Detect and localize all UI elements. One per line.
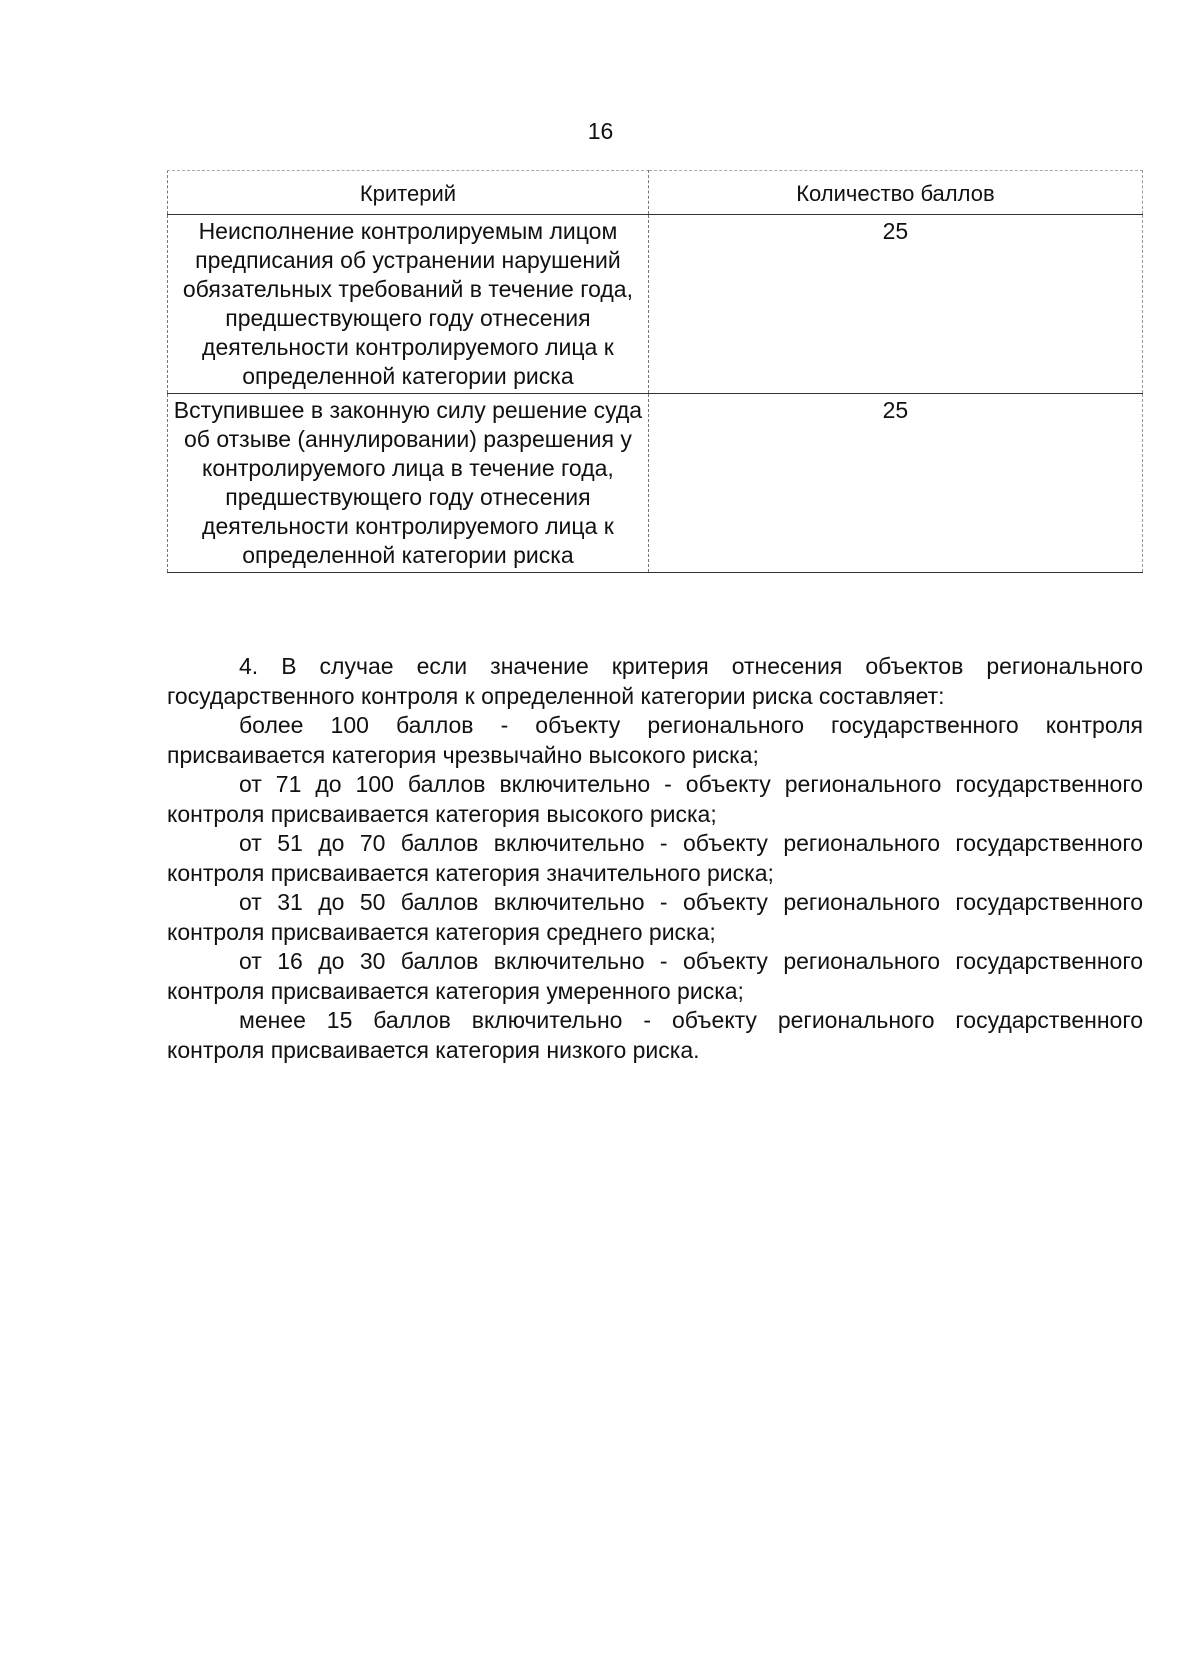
paragraph-over-100: более 100 баллов - объекту регионального государственного контроля присваивается категория чрезвычайно высокого риска; [167,712,1143,768]
criteria-table [167,170,1143,573]
paragraph-under-15: менее 15 баллов включительно - объекту регионального государственного контроля присваивается категория низкого риска. [167,1007,1143,1063]
row-criterion: Вступившее в законную силу решение суда об отзыве (аннулировании) разрешения у контролируемого лица в течение года, предшествующего году отнесения деятельности контролируемого лица к определенной категории риска [168,394,649,573]
body-text [167,652,1143,1065]
page-number: 16 [587,118,614,144]
row-criterion: Неисполнение контролируемым лицом предписания об устранении нарушений обязательных требований в течение года, предшествующего году отнесения деятельности контролируемого лица к определенной категории риска [168,215,649,394]
row-points: 25 [648,394,1142,573]
table-row [168,215,1143,394]
row-points: 25 [648,215,1142,394]
paragraph-31-50: от 31 до 50 баллов включительно - объекту регионального государственного контроля присваивается категория среднего риска; [167,889,1143,945]
paragraph-intro: 4. В случае если значение критерия отнесения объектов регионального государственного контроля к определенной категории риска составляет: [167,653,1143,709]
paragraph-16-30: от 16 до 30 баллов включительно - объекту регионального государственного контроля присваивается категория умеренного риска; [167,948,1143,1004]
paragraph-51-70: от 51 до 70 баллов включительно - объекту регионального государственного контроля присваивается категория значительного риска; [167,830,1143,886]
table-header-row [168,171,1143,215]
table-row [168,394,1143,573]
paragraph-71-100: от 71 до 100 баллов включительно - объекту регионального государственного контроля присваивается категория высокого риска; [167,771,1143,827]
header-criterion: Критерий [168,171,649,215]
header-points: Количество баллов [648,171,1142,215]
